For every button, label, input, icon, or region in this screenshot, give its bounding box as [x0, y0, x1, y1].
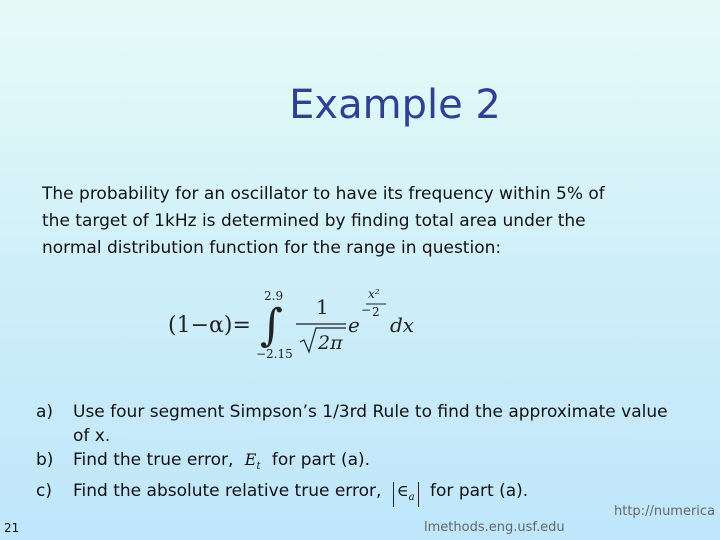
- item-marker: a): [36, 402, 54, 422]
- exp-base: e: [348, 313, 360, 337]
- radical-arg: 2π: [318, 332, 343, 354]
- item-text-after: for part (a).: [430, 481, 529, 502]
- integral-formula: [168, 284, 428, 364]
- upper-limit: 2.9: [264, 289, 284, 303]
- relative-error-symbol: $\in_a$: [393, 482, 419, 507]
- item-text-after: for part (a).: [271, 450, 371, 470]
- lower-limit: −2.15: [256, 347, 293, 361]
- integral-sign: ∫: [260, 300, 283, 351]
- item-text: [73, 479, 676, 507]
- item-marker: c): [36, 481, 52, 502]
- numerator: 1: [316, 295, 329, 319]
- slide-title: Example 2: [289, 82, 501, 128]
- intro-paragraph: The probability for an oscillator to have its frequency within 5% of the target of 1kHz is determined by finding total area under the normal distribution function for the range in question:: [42, 184, 605, 258]
- slide-number: 21: [4, 521, 20, 535]
- exp-numerator: x²: [368, 287, 380, 301]
- true-error-symbol: $E_t$: [244, 450, 261, 473]
- exp-sign: −: [361, 303, 372, 317]
- footer-url-link[interactable]: http://numerica: [614, 504, 716, 519]
- footer-url-part: lmethods.eng.usf.edu: [424, 520, 565, 535]
- item-text-before: Find the absolute relative true error,: [73, 481, 382, 502]
- list-item: [36, 479, 676, 507]
- formula-svg: [168, 284, 428, 364]
- item-text: [73, 448, 676, 479]
- question-list: [36, 400, 676, 507]
- item-text: Use four segment Simpson’s 1/3rd Rule to find the approximate value of x.: [73, 402, 668, 446]
- item-marker: b): [36, 450, 54, 470]
- list-item: [36, 448, 676, 479]
- exp-denominator: 2: [372, 305, 380, 319]
- differential: dx: [390, 313, 415, 337]
- list-item: [36, 400, 676, 448]
- formula-lhs: (1−α)=: [168, 313, 251, 338]
- item-text-before: Find the true error,: [73, 450, 234, 470]
